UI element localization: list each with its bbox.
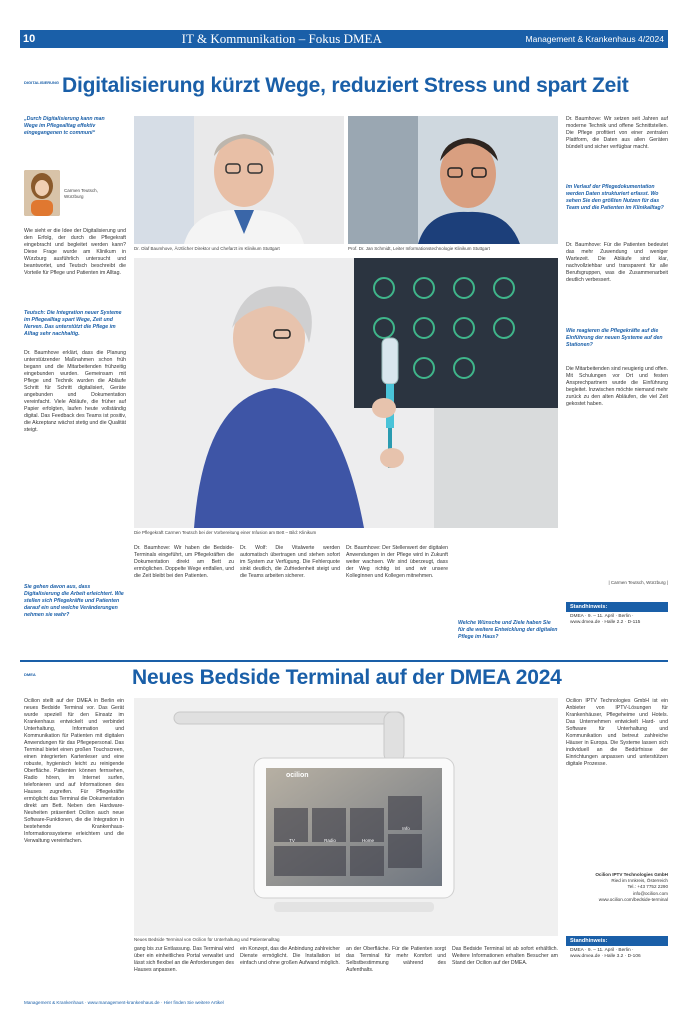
author-role: Würzburg [64, 194, 84, 199]
doctor-portrait-photo-1 [134, 116, 344, 244]
company-email[interactable]: info@ocilion.com [632, 890, 668, 896]
terminal-screen-brand: ocilion [286, 772, 309, 779]
article1-right-text-3: Die Mitarbeitenden sind neugierig und offen. Mit Schulungen vor Ort und festen Ansprechpartnern wurde die Einführung begleitet. Inzwischen möchte niemand mehr zurück zu den alten Abläufen, die viel Zeit gekostet haben. [566, 366, 668, 407]
article1-kicker: DIGITALISIERUNG [24, 80, 60, 85]
photo2-caption: Prof. Dr. Jan Schmidt, Leiter Informationstechnologie Klinikum Stuttgart [348, 246, 490, 251]
company-phone: Tel.: +43 7752 2290 [627, 884, 668, 890]
article2-right-text: Ocilion IPTV Technologies GmbH ist ein Anbieter von IPTV-Lösungen für Krankenhäuser, Pflegeheime und Hotels. Das Unternehmen entwickelt Hard- und Software für Unterhaltung und Kommunikation und betreut zahlreiche Häuser in Europa. Die Systeme lassen sich individuell an die Bedürfnisse der Einrichtungen anpassen und unterstützen digitale Prozesse. [566, 698, 668, 767]
pull-quote: „Durch Digitalisierung kann man Wege im Pflegealltag effektiv eingegangenen tc communi“ [24, 116, 105, 136]
article1-right-text-2: Dr. Baumhove: Für die Patienten bedeutet das mehr Zuwendung und weniger Wartezeit. Die Abläufe sind klar, nachvollziehbar und transparent für alle Berufsgruppen, was die Zusammenarbeit deutlich verbessert. [566, 242, 668, 283]
page-number: 10 [23, 33, 36, 45]
article1-bottom-col1: Dr. Baumhove: Wir haben die Bedside-Terminals eingeführt, um Pflegekräften die Dokumentation direkt am Bett zu ermöglichen. Doppelte Wege entfallen, und die Zeit bleibt bei den Patienten. [134, 545, 234, 579]
stand-box-body: DMEA · 9. – 11. April · Berlin · www.dmea.de · Halle 2.2 · D-115 [570, 614, 641, 626]
main-photo-caption: Die Pflegekraft Carmen Teutsch bei der Vorbereitung einer Infusion am Bett – Bild: Klinikum [134, 530, 317, 535]
page-footer[interactable]: Management & Krankenhaus · www.management-krankenhaus.de · Hier finden Sie weitere Artikel [24, 1000, 224, 1005]
bedside-terminal-photo [134, 698, 558, 936]
article1-bottom-col3: Dr. Baumhove: Der Stellenwert der digitalen Anwendungen in der Pflege wird in Zukunft weiter wachsen. Wir sind überzeugt, dass der Weg richtig ist und wir unsere Kolleginnen und Kollegen mitnehmen. [346, 545, 448, 579]
article-divider [20, 660, 668, 662]
company-address: Ried im Innkreis, Österreich [611, 878, 668, 884]
article2-bottom-col2: ein Konzept, das die Anbindung zahlreicher Dienste ermöglicht. Die Installation ist einfach und ohne großen Aufwand möglich. [240, 946, 340, 966]
article2-bottom-col4: Das Bedside Terminal ist ab sofort erhältlich. Weitere Informationen erhalten Besucher am Stand der Ocilion auf der DMEA. [452, 946, 558, 966]
terminal-tile-info[interactable]: Info [402, 826, 410, 831]
stand-box-body-2: DMEA · 9. – 11. April · Berlin · www.dmea.de · Halle 3.2 · D-106 [570, 948, 641, 960]
article2-bottom-col3: an der Oberfläche. Für die Patienten sorgt das Terminal für mehr Komfort und Selbstbestimmung während des Aufenthalts. [346, 946, 446, 973]
doctor-portrait-photo-2 [348, 116, 558, 244]
terminal-tile-radio[interactable]: Radio [324, 838, 336, 843]
article1-bottom-question: Welche Wünsche und Ziele haben Sie für die weitere Entwicklung der digitalen Pflege im Haus? [458, 620, 558, 640]
stand-box-title-2: Standhinweis: [566, 936, 668, 946]
article1-right-text-1: Dr. Baumhove: Wir setzen seit Jahren auf moderne Technik und offene Schnittstellen. Die Pflege profitiert von einer zentralen Plattform, die Daten aus allen Geräten bündelt und sicher verfügbar macht. [566, 116, 668, 150]
terminal-photo-caption: Neues Bedside Terminal von Ocilion für Unterhaltung und Patientenalltag [134, 937, 280, 942]
article1-right-question-1: Im Verlauf der Pflegedokumentation werden Daten strukturiert erfasst. Wo sehen Sie den größten Nutzen für das Team und die Patienten im Klinikalltag? [566, 184, 664, 211]
article1-stand-box [566, 602, 668, 628]
stand-box-title: Standhinweis: [566, 602, 668, 612]
article1-intro-text: Wie sieht er die Idee der Digitalisierung und den Erfolg, der durch die Pflegekraft eingebracht und begleitet werden kann? Diese Frage wurde am Klinikum in Würzburg ausführlich untersucht und beantwortet, und Teutsch beschreibt die Vorteile für Pflege und Patienten im Alltag. [24, 228, 126, 276]
article1-body-text: Dr. Baumhove erklärt, dass die Planung unterstützender Maßnahmen schon früh begann und die Mitarbeitenden frühzeitig eingebunden wurden. Gemeinsam mit Pflege und Technik wurden die Abläufe Schritt für Schritt digitalisiert, Geräte angebunden und Dokumentation vereinfacht. Viele Abläufe, die früher auf Papier erfolgten, laufen heute vollständig digital. Das Feedback des Teams ist positiv, die Akzeptanz wächst stetig und die Qualität steigt. [24, 350, 126, 433]
photo1-caption: Dr. Olaf Baumhove, Ärztlicher Direktor und Chefarzt im Klinikum Stuttgart [134, 246, 280, 251]
terminal-tile-tv[interactable]: TV [289, 838, 295, 843]
article1-bottom-col2: Dr. Wolf: Die Vitalwerte werden automatisch übertragen und stehen sofort im System zur Verfügung. Die Fehlerquote sinkt deutlich, die Zufriedenheit steigt und die Teams arbeiten sicherer. [240, 545, 340, 579]
company-name: Ocilion IPTV Technologies GmbH [595, 872, 668, 877]
article2-bottom-col1: gang bis zur Entlassung. Das Terminal wird über ein einheitliches Portal verwaltet und lässt sich flexibel an die Anforderungen des Hauses anpassen. [134, 946, 234, 973]
company-contact [566, 872, 668, 903]
page-header-bar [20, 30, 668, 48]
article2-stand-box [566, 936, 668, 962]
article1-byline: | Carmen Teutsch, Würzburg | [608, 580, 668, 585]
author-photo [24, 170, 60, 216]
company-website[interactable]: www.ocilion.com/bedside-terminal [598, 896, 668, 902]
article2-headline[interactable]: Neues Bedside Terminal auf der DMEA 2024 [132, 666, 562, 689]
terminal-tile-home[interactable]: Home [361, 838, 374, 843]
article1-question-1: Teutsch: Die Integration neuer Systeme im Pflegealltag spart Wege, Zeit und Nerven. Das unterstützt die Pflege im Alltag sehr nachhaltig. [24, 310, 122, 337]
article2-body-text: Ocilion stellt auf der DMEA in Berlin ein neues Bedside Terminal vor. Das Gerät wurde speziell für den Einsatz im Krankenhaus entwickelt und verbindet Unterhaltung, Information und Kommunikation für Patienten mit digitalen Anwendungen für das Pflegepersonal. Das Terminal bietet einen großen Touchscreen, einen integrierten Kartenleser und eine robuste, hygienisch leicht zu reinigende Oberfläche. Patienten können fernsehen, Radio hören, im Internet surfen, telefonieren und auf Informationen des Hauses zugreifen. Für Pflegekräfte ermöglicht das Terminal die Dokumentation direkt am Bett. Neben den Hardware-Neuheiten präsentiert Ocilion auch neue Software-Funktionen, die die Integration in bestehende Krankenhaus-Informationssysteme erleichtern und die Verwaltung vereinfachen. [24, 698, 124, 844]
author-name: Carmen Teutsch, [64, 188, 98, 193]
article1-question-2: Sie gehen davon aus, dass Digitalisierung die Arbeit erleichtert. Wie stellen sich Pflegekräfte und Patienten darauf ein und welche Veränderungen nehmen sie wahr? [24, 584, 124, 618]
issue-label: Management & Krankenhaus 4/2024 [525, 34, 664, 44]
article2-kicker: DMEA [24, 672, 36, 677]
article1-right-question-2: Wie reagieren die Pflegekräfte auf die Einführung der neuen Systeme auf den Stationen? [566, 328, 663, 348]
section-title: IT & Kommunikation – Fokus DMEA [181, 31, 382, 46]
nurse-infusion-photo [134, 258, 558, 528]
article1-headline[interactable]: Digitalisierung kürzt Wege, reduziert Stress und spart Zeit [62, 74, 629, 97]
